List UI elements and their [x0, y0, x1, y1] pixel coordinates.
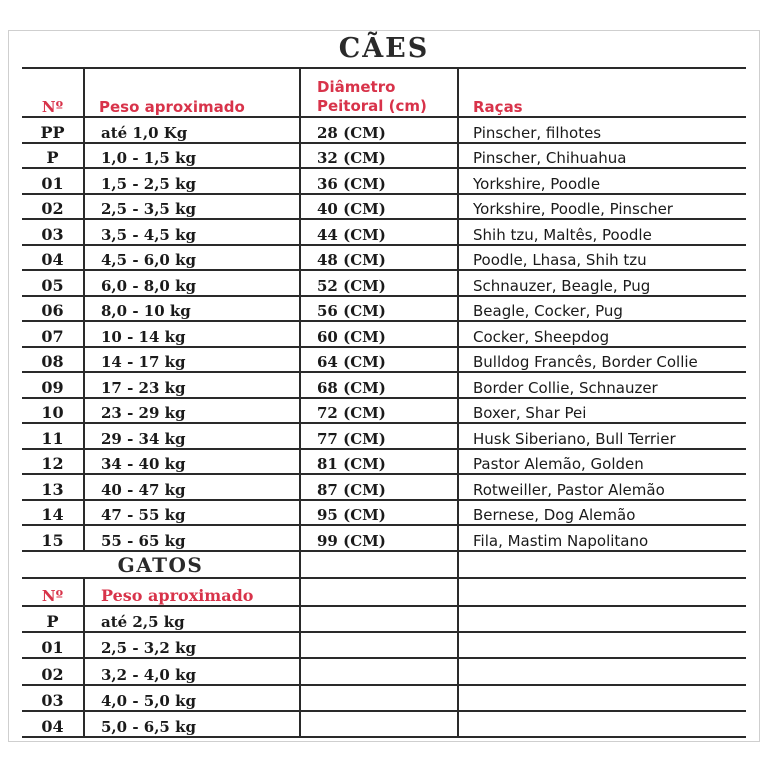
size-number: 05 [22, 270, 84, 296]
empty-cell [300, 711, 458, 737]
size-number: 09 [22, 372, 84, 398]
header-chest-diameter: Diâmetro Peitoral (cm) [300, 68, 458, 117]
dog-size-row [22, 372, 746, 398]
size-number: 03 [22, 685, 84, 711]
weight-range: 23 - 29 kg [84, 398, 300, 424]
dog-size-row [22, 500, 746, 526]
size-number: 06 [22, 296, 84, 322]
breed-list: Bernese, Dog Alemão [458, 500, 746, 526]
dog-size-row [22, 168, 746, 194]
chest-diameter: 36 (CM) [300, 168, 458, 194]
empty-cell [300, 632, 458, 658]
weight-range: 34 - 40 kg [84, 449, 300, 475]
weight-range: 47 - 55 kg [84, 500, 300, 526]
dog-size-row [22, 143, 746, 169]
cat-size-row [22, 658, 746, 684]
breed-list: Fila, Mastim Napolitano [458, 525, 746, 551]
size-number: 04 [22, 711, 84, 737]
size-number: 03 [22, 219, 84, 245]
chest-diameter: 81 (CM) [300, 449, 458, 475]
size-number: 15 [22, 525, 84, 551]
size-number: PP [22, 117, 84, 143]
breed-list: Beagle, Cocker, Pug [458, 296, 746, 322]
breed-list: Yorkshire, Poodle, Pinscher [458, 194, 746, 220]
header-breeds: Raças [458, 68, 746, 117]
weight-range: 8,0 - 10 kg [84, 296, 300, 322]
dog-size-row [22, 525, 746, 551]
weight-range: 1,5 - 2,5 kg [84, 168, 300, 194]
cats-header-row [22, 578, 746, 606]
weight-range: 10 - 14 kg [84, 321, 300, 347]
empty-cell [458, 658, 746, 684]
chest-diameter: 40 (CM) [300, 194, 458, 220]
dogs-header-row [22, 68, 746, 117]
size-number: 07 [22, 321, 84, 347]
empty-cell [458, 606, 746, 632]
size-number: 14 [22, 500, 84, 526]
breed-list: Shih tzu, Maltês, Poodle [458, 219, 746, 245]
weight-range: até 2,5 kg [84, 606, 300, 632]
weight-range: 3,5 - 4,5 kg [84, 219, 300, 245]
cat-size-row [22, 606, 746, 632]
size-table [22, 67, 746, 738]
chest-diameter: 77 (CM) [300, 423, 458, 449]
dog-size-row [22, 296, 746, 322]
size-number: P [22, 143, 84, 169]
chest-diameter: 48 (CM) [300, 245, 458, 271]
cat-size-row [22, 632, 746, 658]
empty-cell [458, 551, 746, 578]
weight-range: 2,5 - 3,2 kg [84, 632, 300, 658]
size-number: 01 [22, 632, 84, 658]
weight-range: 6,0 - 8,0 kg [84, 270, 300, 296]
breed-list: Cocker, Sheepdog [458, 321, 746, 347]
cats-header-number: Nº [22, 578, 84, 606]
empty-cell [458, 685, 746, 711]
cats-section-title: GATOS [22, 551, 300, 578]
cat-size-row [22, 711, 746, 737]
dog-size-row [22, 219, 746, 245]
breed-list: Yorkshire, Poodle [458, 168, 746, 194]
dog-size-row [22, 398, 746, 424]
weight-range: 29 - 34 kg [84, 423, 300, 449]
header-number: Nº [22, 68, 84, 117]
breed-list: Pinscher, Chihuahua [458, 143, 746, 169]
dog-size-row [22, 321, 746, 347]
breed-list: Border Collie, Schnauzer [458, 372, 746, 398]
chest-diameter: 52 (CM) [300, 270, 458, 296]
breed-list: Bulldog Francês, Border Collie [458, 347, 746, 373]
breed-list: Poodle, Lhasa, Shih tzu [458, 245, 746, 271]
chest-diameter: 28 (CM) [300, 117, 458, 143]
weight-range: 1,0 - 1,5 kg [84, 143, 300, 169]
weight-range: 3,2 - 4,0 kg [84, 658, 300, 684]
size-number: 02 [22, 194, 84, 220]
size-number: 13 [22, 474, 84, 500]
dog-size-row [22, 270, 746, 296]
empty-cell [458, 632, 746, 658]
breed-list: Husk Siberiano, Bull Terrier [458, 423, 746, 449]
cats-header-weight: Peso aproximado [84, 578, 300, 606]
size-number: P [22, 606, 84, 632]
size-number: 02 [22, 658, 84, 684]
weight-range: 4,0 - 5,0 kg [84, 685, 300, 711]
chest-diameter: 87 (CM) [300, 474, 458, 500]
weight-range: 4,5 - 6,0 kg [84, 245, 300, 271]
chest-diameter: 99 (CM) [300, 525, 458, 551]
weight-range: até 1,0 Kg [84, 117, 300, 143]
cats-title-row [22, 551, 746, 578]
dog-size-row [22, 423, 746, 449]
breed-list: Rotweiller, Pastor Alemão [458, 474, 746, 500]
empty-cell [300, 578, 458, 606]
weight-range: 55 - 65 kg [84, 525, 300, 551]
breed-list: Boxer, Shar Pei [458, 398, 746, 424]
dog-size-row [22, 474, 746, 500]
chest-diameter: 56 (CM) [300, 296, 458, 322]
chest-diameter: 60 (CM) [300, 321, 458, 347]
weight-range: 14 - 17 kg [84, 347, 300, 373]
size-number: 08 [22, 347, 84, 373]
breed-list: Pinscher, filhotes [458, 117, 746, 143]
empty-cell [300, 685, 458, 711]
dog-size-row [22, 347, 746, 373]
dogs-section-title: CÃES [338, 33, 430, 64]
weight-range: 40 - 47 kg [84, 474, 300, 500]
size-number: 10 [22, 398, 84, 424]
size-number: 01 [22, 168, 84, 194]
chest-diameter: 95 (CM) [300, 500, 458, 526]
weight-range: 5,0 - 6,5 kg [84, 711, 300, 737]
header-weight: Peso aproximado [84, 68, 300, 117]
empty-cell [300, 606, 458, 632]
empty-cell [458, 578, 746, 606]
cat-size-row [22, 685, 746, 711]
size-number: 11 [22, 423, 84, 449]
size-number: 04 [22, 245, 84, 271]
chest-diameter: 72 (CM) [300, 398, 458, 424]
chest-diameter: 64 (CM) [300, 347, 458, 373]
breed-list: Pastor Alemão, Golden [458, 449, 746, 475]
dog-size-row [22, 245, 746, 271]
dog-size-row [22, 449, 746, 475]
empty-cell [458, 711, 746, 737]
breed-list: Schnauzer, Beagle, Pug [458, 270, 746, 296]
empty-cell [300, 658, 458, 684]
weight-range: 17 - 23 kg [84, 372, 300, 398]
chest-diameter: 44 (CM) [300, 219, 458, 245]
size-number: 12 [22, 449, 84, 475]
empty-cell [300, 551, 458, 578]
chest-diameter: 68 (CM) [300, 372, 458, 398]
dog-size-row [22, 117, 746, 143]
chest-diameter: 32 (CM) [300, 143, 458, 169]
dog-size-row [22, 194, 746, 220]
weight-range: 2,5 - 3,5 kg [84, 194, 300, 220]
